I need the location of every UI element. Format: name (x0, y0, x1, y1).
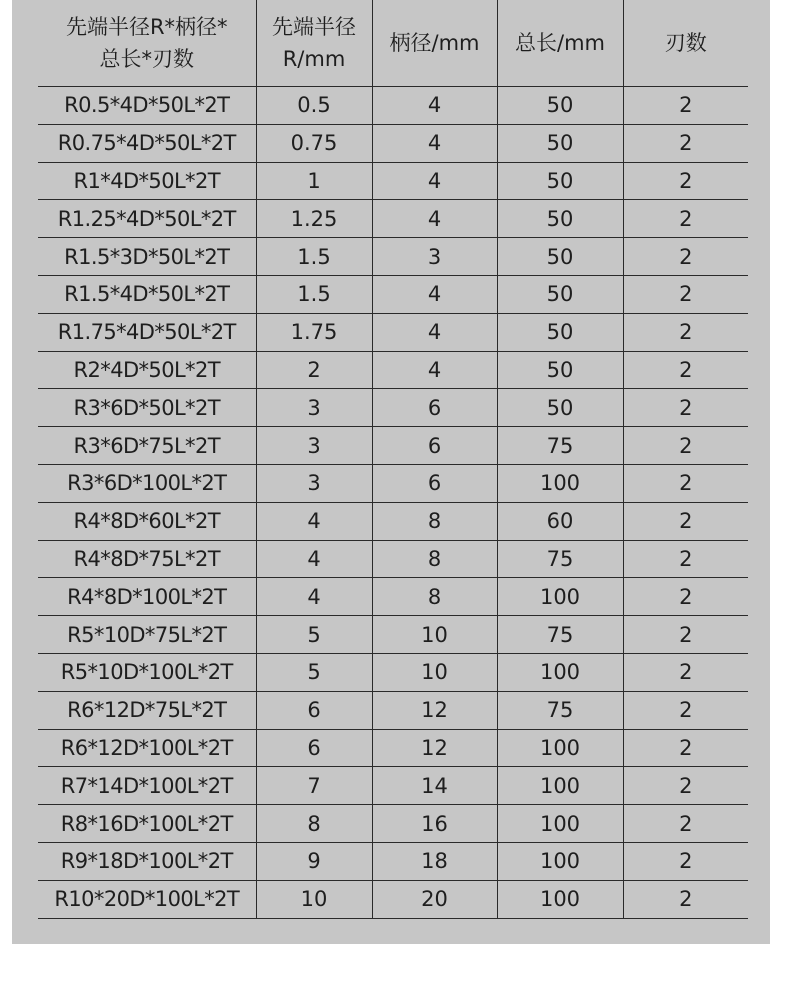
cell-spec-code: R3*6D*100L*2T (67, 471, 227, 496)
header-spec-code: 先端半径R*柄径* 总长*刃数 (65, 15, 228, 71)
cell-spec-code: R0.75*4D*50L*2T (57, 131, 236, 156)
cell-total-length: 100 (497, 880, 623, 918)
cell-tip-radius: 4 (256, 540, 372, 578)
cell-flute-count: 2 (623, 313, 748, 351)
cell-tip-radius: 2 (256, 351, 372, 389)
table-row (38, 313, 748, 351)
cell-tip-radius: 6 (256, 729, 372, 767)
cell-total-length: 100 (497, 578, 623, 616)
spec-table-panel (12, 0, 770, 944)
table-row (38, 616, 748, 654)
table-row (38, 729, 748, 767)
cell-shank-diameter: 18 (372, 842, 497, 880)
header-flute-count: 刃数 (623, 0, 748, 87)
cell-tip-radius: 9 (256, 842, 372, 880)
cell-shank-diameter: 8 (372, 502, 497, 540)
cell-flute-count: 2 (623, 729, 748, 767)
cell-flute-count: 2 (623, 200, 748, 238)
cell-total-length: 100 (497, 842, 623, 880)
cell-flute-count: 2 (623, 502, 748, 540)
cell-spec-code: R6*12D*100L*2T (60, 735, 233, 760)
cell-tip-radius: 1.5 (256, 275, 372, 313)
cell-spec-code: R5*10D*75L*2T (67, 622, 227, 647)
cell-total-length: 75 (497, 427, 623, 465)
cell-flute-count: 2 (623, 464, 748, 502)
table-row (38, 351, 748, 389)
table-row (38, 238, 748, 276)
table-row (38, 842, 748, 880)
cell-flute-count: 2 (623, 578, 748, 616)
cell-shank-diameter: 16 (372, 805, 497, 843)
cell-shank-diameter: 8 (372, 578, 497, 616)
cell-shank-diameter: 10 (372, 616, 497, 654)
table-row (38, 578, 748, 616)
cell-shank-diameter: 3 (372, 238, 497, 276)
cell-tip-radius: 4 (256, 502, 372, 540)
cell-total-length: 100 (497, 729, 623, 767)
cell-spec-code: R9*18D*100L*2T (60, 849, 233, 874)
cell-total-length: 50 (497, 351, 623, 389)
cell-shank-diameter: 20 (372, 880, 497, 918)
table-row (38, 389, 748, 427)
cell-total-length: 100 (497, 653, 623, 691)
cell-total-length: 100 (497, 767, 623, 805)
cell-flute-count: 2 (623, 616, 748, 654)
cell-spec-code: R10*20D*100L*2T (54, 887, 240, 912)
table-row (38, 427, 748, 465)
cell-shank-diameter: 4 (372, 87, 497, 125)
cell-tip-radius: 6 (256, 691, 372, 729)
cell-flute-count: 2 (623, 691, 748, 729)
cell-tip-radius: 1.25 (256, 200, 372, 238)
cell-shank-diameter: 10 (372, 653, 497, 691)
table-row (38, 767, 748, 805)
cell-total-length: 50 (497, 238, 623, 276)
table-row (38, 200, 748, 238)
cell-flute-count: 2 (623, 124, 748, 162)
cell-shank-diameter: 4 (372, 275, 497, 313)
table-row (38, 502, 748, 540)
cell-flute-count: 2 (623, 389, 748, 427)
cell-spec-code: R2*4D*50L*2T (73, 357, 220, 382)
cell-spec-code: R3*6D*50L*2T (73, 395, 220, 420)
cell-total-length: 60 (497, 502, 623, 540)
cell-flute-count: 2 (623, 805, 748, 843)
cell-shank-diameter: 6 (372, 389, 497, 427)
cell-flute-count: 2 (623, 767, 748, 805)
table-row (38, 124, 748, 162)
cell-total-length: 50 (497, 162, 623, 200)
cell-flute-count: 2 (623, 653, 748, 691)
cell-flute-count: 2 (623, 427, 748, 465)
cell-total-length: 75 (497, 616, 623, 654)
cell-tip-radius: 4 (256, 578, 372, 616)
cell-shank-diameter: 4 (372, 313, 497, 351)
cell-tip-radius: 8 (256, 805, 372, 843)
cell-total-length: 50 (497, 87, 623, 125)
table-header (38, 0, 748, 87)
cell-flute-count: 2 (623, 540, 748, 578)
cell-flute-count: 2 (623, 842, 748, 880)
cell-spec-code: R7*14D*100L*2T (60, 773, 233, 798)
table-row (38, 162, 748, 200)
cell-flute-count: 2 (623, 351, 748, 389)
table-row (38, 805, 748, 843)
spec-table (38, 0, 748, 919)
header-row (38, 0, 748, 87)
cell-tip-radius: 3 (256, 464, 372, 502)
cell-spec-code: R1.25*4D*50L*2T (57, 206, 236, 231)
header-total-length: 总长/mm (497, 0, 623, 87)
cell-total-length: 75 (497, 540, 623, 578)
cell-tip-radius: 1.5 (256, 238, 372, 276)
table-row (38, 464, 748, 502)
cell-tip-radius: 5 (256, 616, 372, 654)
cell-tip-radius: 7 (256, 767, 372, 805)
cell-total-length: 50 (497, 124, 623, 162)
cell-flute-count: 2 (623, 275, 748, 313)
header-shank-diameter: 柄径/mm (372, 0, 497, 87)
cell-total-length: 100 (497, 464, 623, 502)
cell-spec-code: R0.5*4D*50L*2T (64, 93, 230, 118)
cell-spec-code: R1.75*4D*50L*2T (57, 320, 236, 345)
cell-flute-count: 2 (623, 162, 748, 200)
cell-shank-diameter: 4 (372, 162, 497, 200)
table-row (38, 87, 748, 125)
cell-spec-code: R3*6D*75L*2T (73, 433, 220, 458)
cell-spec-code: R6*12D*75L*2T (67, 698, 227, 723)
cell-spec-code: R4*8D*60L*2T (73, 509, 220, 534)
cell-tip-radius: 3 (256, 389, 372, 427)
cell-spec-code: R4*8D*75L*2T (73, 546, 220, 571)
cell-spec-code: R4*8D*100L*2T (67, 584, 227, 609)
cell-total-length: 75 (497, 691, 623, 729)
cell-shank-diameter: 12 (372, 729, 497, 767)
cell-total-length: 50 (497, 389, 623, 427)
cell-total-length: 100 (497, 805, 623, 843)
cell-shank-diameter: 4 (372, 124, 497, 162)
cell-tip-radius: 0.5 (256, 87, 372, 125)
cell-total-length: 50 (497, 275, 623, 313)
cell-flute-count: 2 (623, 87, 748, 125)
cell-spec-code: R1*4D*50L*2T (73, 168, 220, 193)
cell-shank-diameter: 14 (372, 767, 497, 805)
cell-flute-count: 2 (623, 880, 748, 918)
cell-tip-radius: 10 (256, 880, 372, 918)
cell-shank-diameter: 6 (372, 427, 497, 465)
table-row (38, 653, 748, 691)
cell-tip-radius: 1.75 (256, 313, 372, 351)
cell-total-length: 50 (497, 200, 623, 238)
cell-shank-diameter: 4 (372, 351, 497, 389)
cell-spec-code: R1.5*3D*50L*2T (64, 244, 230, 269)
cell-spec-code: R1.5*4D*50L*2T (64, 282, 230, 307)
cell-spec-code: R8*16D*100L*2T (60, 811, 233, 836)
table-row (38, 691, 748, 729)
cell-spec-code: R5*10D*100L*2T (60, 660, 233, 685)
cell-shank-diameter: 6 (372, 464, 497, 502)
table-body (38, 87, 748, 919)
table-row (38, 540, 748, 578)
cell-shank-diameter: 8 (372, 540, 497, 578)
cell-shank-diameter: 12 (372, 691, 497, 729)
cell-tip-radius: 0.75 (256, 124, 372, 162)
cell-tip-radius: 3 (256, 427, 372, 465)
cell-tip-radius: 1 (256, 162, 372, 200)
cell-shank-diameter: 4 (372, 200, 497, 238)
cell-tip-radius: 5 (256, 653, 372, 691)
cell-total-length: 50 (497, 313, 623, 351)
header-tip-radius: 先端半径 R/mm (256, 0, 372, 87)
table-row (38, 880, 748, 918)
cell-flute-count: 2 (623, 238, 748, 276)
table-row (38, 275, 748, 313)
